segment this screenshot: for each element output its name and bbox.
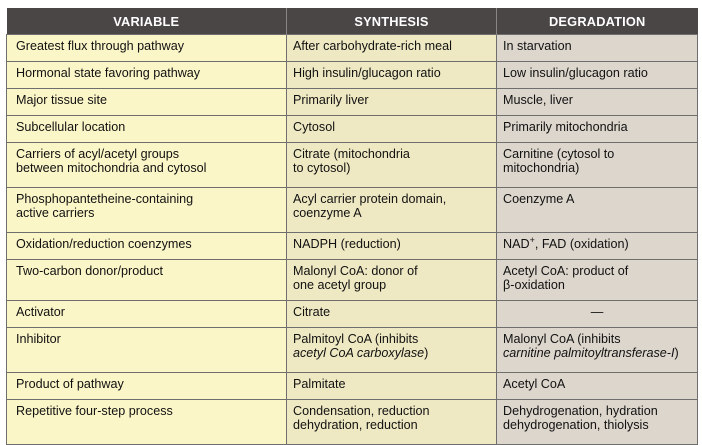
table-row xyxy=(7,328,698,373)
cell-synthesis: Cytosol xyxy=(287,116,497,143)
cell-variable: Oxidation/reduction coenzymes xyxy=(7,233,287,260)
cell-degradation xyxy=(497,233,698,260)
cell-line: between mitochondria and cytosol xyxy=(16,161,207,175)
table-row xyxy=(7,35,698,62)
fatty-acid-synthesis-vs-degradation-table xyxy=(6,8,698,445)
cell-line: Carriers of acyl/acetyl groups xyxy=(16,147,180,161)
table-row xyxy=(7,89,698,116)
table-row xyxy=(7,143,698,188)
table-row xyxy=(7,62,698,89)
cell-line: β-oxidation xyxy=(503,278,565,292)
cell-line: to cytosol) xyxy=(293,161,351,175)
cell-line: Malonyl CoA (inhibits xyxy=(503,332,621,346)
cell-variable: Two-carbon donor/product xyxy=(7,260,287,301)
cell-variable: Subcellular location xyxy=(7,116,287,143)
cell-text: ) xyxy=(674,346,679,360)
table-row xyxy=(7,260,698,301)
cell-text: NAD xyxy=(503,237,530,251)
table-row xyxy=(7,188,698,233)
cell-degradation: Acetyl CoA xyxy=(497,373,698,400)
comparison-table-container xyxy=(6,8,697,445)
cell-synthesis: NADPH (reduction) xyxy=(287,233,497,260)
cell-variable xyxy=(7,188,287,233)
cell-line: one acetyl group xyxy=(293,278,387,292)
table-row xyxy=(7,301,698,328)
cell-line: Condensation, reduction xyxy=(293,404,430,418)
cell-line: Citrate (mitochondria xyxy=(293,147,410,161)
cell-degradation xyxy=(497,143,698,188)
cell-degradation: — xyxy=(497,301,698,328)
cell-line: Acetyl CoA: product of xyxy=(503,264,629,278)
cell-degradation xyxy=(497,328,698,373)
cell-degradation: In starvation xyxy=(497,35,698,62)
cell-degradation: Coenzyme A xyxy=(497,188,698,233)
cell-variable: Activator xyxy=(7,301,287,328)
cell-variable: Hormonal state favoring pathway xyxy=(7,62,287,89)
cell-variable xyxy=(7,143,287,188)
header-degradation: DEGRADATION xyxy=(497,8,698,35)
cell-degradation xyxy=(497,260,698,301)
enzyme-name: acetyl CoA carboxylase xyxy=(293,346,425,360)
cell-text: , FAD (oxidation) xyxy=(534,237,629,251)
cell-variable: Inhibitor xyxy=(7,328,287,373)
cell-variable: Repetitive four-step process xyxy=(7,400,287,445)
cell-synthesis: Palmitate xyxy=(287,373,497,400)
cell-line: Dehydrogenation, hydration xyxy=(503,404,658,418)
superscript-plus: + xyxy=(529,234,535,245)
cell-line: dehydration, reduction xyxy=(293,418,418,432)
cell-line: coenzyme A xyxy=(293,206,362,220)
cell-synthesis: After carbohydrate-rich meal xyxy=(287,35,497,62)
table-row xyxy=(7,400,698,445)
cell-synthesis xyxy=(287,188,497,233)
cell-line: mitochondria) xyxy=(503,161,580,175)
cell-degradation: Muscle, liver xyxy=(497,89,698,116)
cell-line: Phosphopantetheine-containing xyxy=(16,192,194,206)
header-synthesis: SYNTHESIS xyxy=(287,8,497,35)
cell-line: Malonyl CoA: donor of xyxy=(293,264,418,278)
cell-degradation: Primarily mitochondria xyxy=(497,116,698,143)
table-row xyxy=(7,116,698,143)
cell-synthesis xyxy=(287,143,497,188)
cell-degradation: Low insulin/glucagon ratio xyxy=(497,62,698,89)
cell-line: Carnitine (cytosol to xyxy=(503,147,615,161)
cell-line: Palmitoyl CoA (inhibits xyxy=(293,332,419,346)
cell-synthesis: High insulin/glucagon ratio xyxy=(287,62,497,89)
table-row xyxy=(7,233,698,260)
cell-synthesis: Citrate xyxy=(287,301,497,328)
cell-text: ) xyxy=(424,346,429,360)
table-header-row xyxy=(7,8,698,35)
cell-variable: Greatest flux through pathway xyxy=(7,35,287,62)
cell-degradation xyxy=(497,400,698,445)
header-variable: VARIABLE xyxy=(7,8,287,35)
cell-line xyxy=(293,346,490,360)
table-row xyxy=(7,373,698,400)
cell-synthesis xyxy=(287,400,497,445)
cell-synthesis xyxy=(287,328,497,373)
cell-line: active carriers xyxy=(16,206,95,220)
cell-synthesis: Primarily liver xyxy=(287,89,497,116)
cell-line xyxy=(503,346,691,360)
cell-synthesis xyxy=(287,260,497,301)
cell-line: Acyl carrier protein domain, xyxy=(293,192,447,206)
cell-variable: Product of pathway xyxy=(7,373,287,400)
cell-line: dehydrogenation, thiolysis xyxy=(503,418,649,432)
cell-variable: Major tissue site xyxy=(7,89,287,116)
enzyme-name: carnitine palmitoyltransferase-I xyxy=(503,346,675,360)
